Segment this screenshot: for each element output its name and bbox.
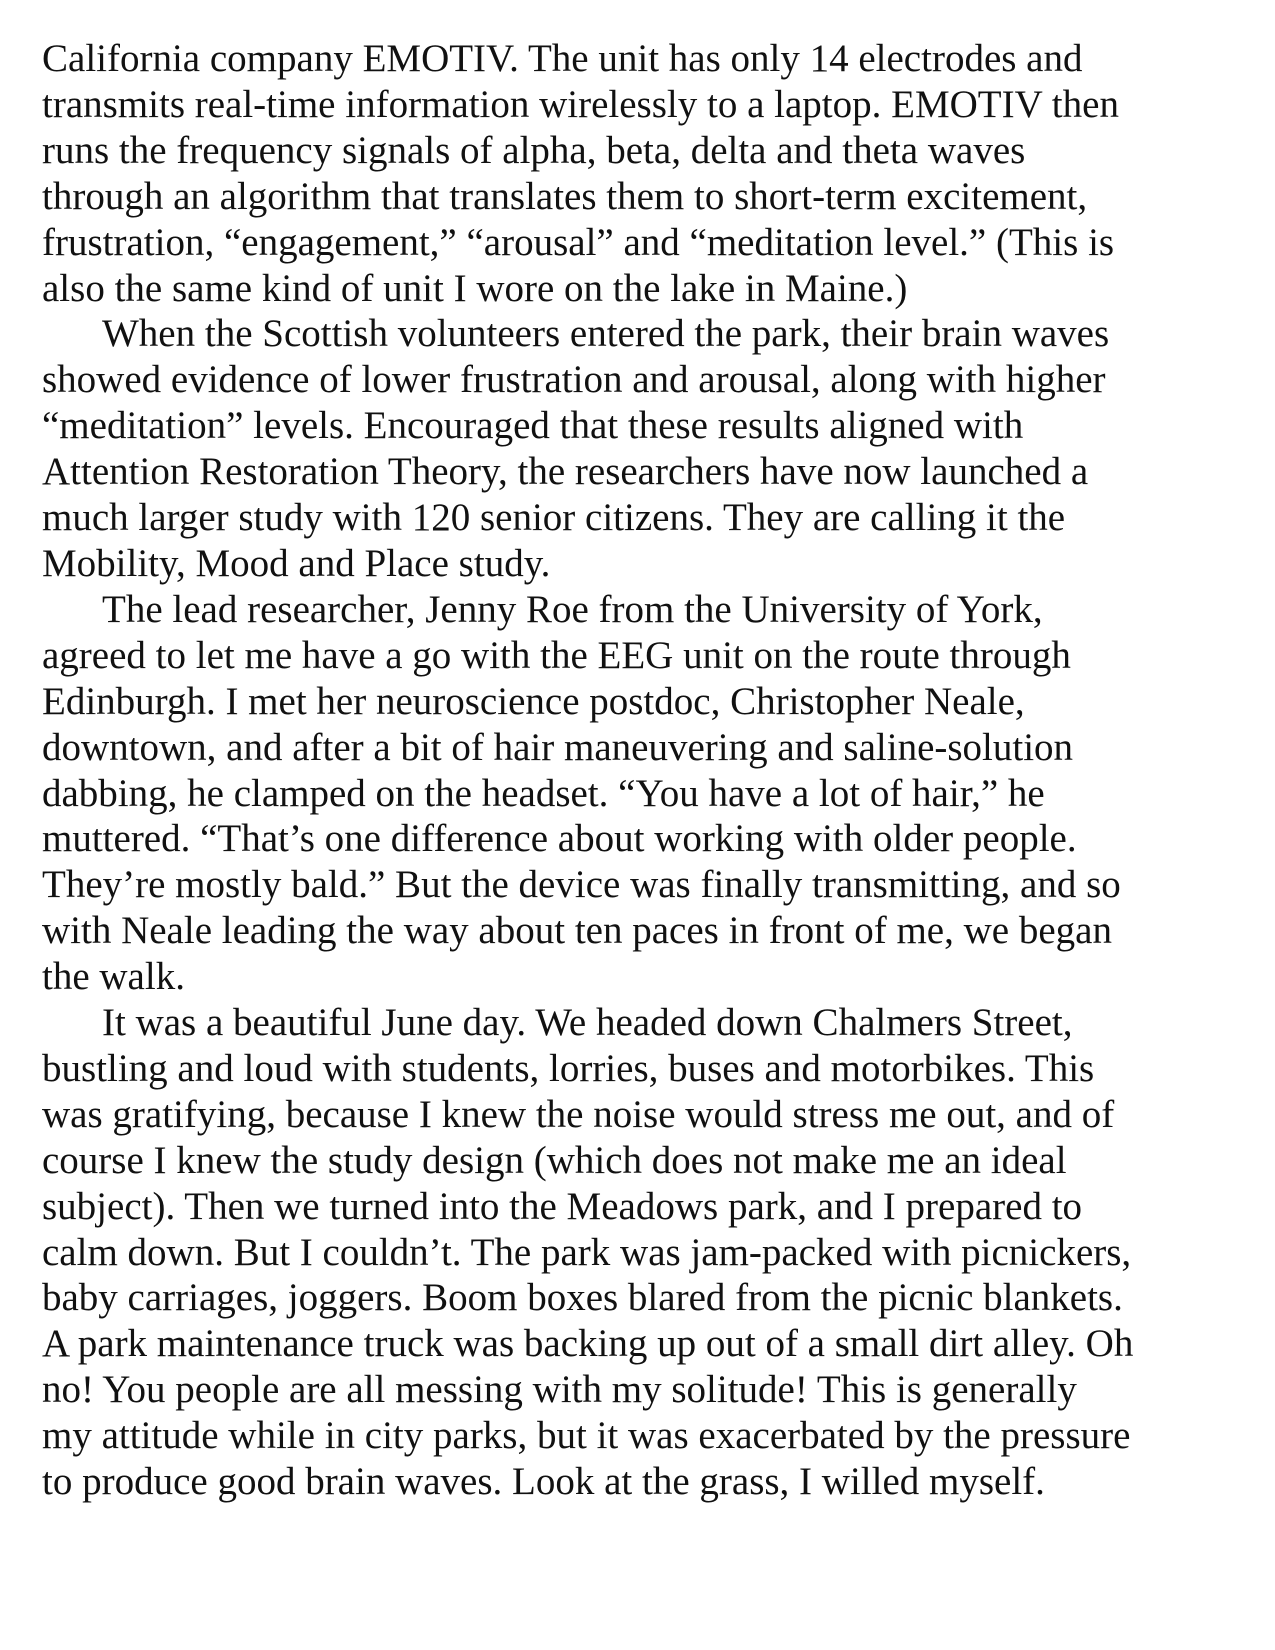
paragraph [42,1000,1182,1505]
text-line: dabbing, he clamped on the headset. “You have a lot of hair,” he [42,771,1045,815]
text-line: frustration, “engagement,” “arousal” and “meditation level.” (This is [42,220,1115,264]
text-line: to produce good brain waves. Look at the grass, I willed myself. [42,1460,1045,1504]
text-line: baby carriages, joggers. Boom boxes blared from the picnic blankets. [42,1276,1123,1320]
text-line: The lead researcher, Jenny Roe from the University of York, [102,587,1043,631]
text-line: calm down. But I couldn’t. The park was jam-packed with picnickers, [42,1230,1132,1274]
text-line: with Neale leading the way about ten paces in front of me, we began [42,909,1112,953]
text-line: course I knew the study design (which does not make me an ideal [42,1138,1067,1182]
text-line: the walk. [42,955,185,999]
text-line: Attention Restoration Theory, the researchers have now launched a [42,450,1089,494]
text-line: was gratifying, because I knew the noise would stress me out, and of [42,1092,1115,1136]
paragraph [42,587,1182,1000]
text-line: also the same kind of unit I wore on the lake in Maine.) [42,266,908,310]
text-line: “meditation” levels. Encouraged that these results aligned with [42,404,1024,448]
text-line: muttered. “That’s one difference about working with older people. [42,817,1077,861]
body-text [42,36,1182,1505]
text-line: through an algorithm that translates them to short-term excitement, [42,174,1088,218]
text-line: subject). Then we turned into the Meadows park, and I prepared to [42,1184,1083,1228]
document-page [42,36,1182,1505]
text-line: showed evidence of lower frustration and arousal, along with higher [42,358,1106,402]
text-line: my attitude while in city parks, but it was exacerbated by the pressure [42,1414,1131,1458]
text-line: When the Scottish volunteers entered the park, their brain waves [102,312,1110,356]
text-line: agreed to let me have a go with the EEG unit on the route through [42,633,1071,677]
text-line: transmits real-time information wirelessly to a laptop. EMOTIV then [42,82,1119,126]
text-line: much larger study with 120 senior citizens. They are calling it the [42,496,1066,540]
paragraph [42,311,1182,586]
paragraph [42,36,1182,311]
text-line: Edinburgh. I met her neuroscience postdoc, Christopher Neale, [42,679,1025,723]
text-line: Mobility, Mood and Place study. [42,541,551,585]
text-line: It was a beautiful June day. We headed down Chalmers Street, [102,1001,1073,1045]
text-line: bustling and loud with students, lorries, buses and motorbikes. This [42,1046,1095,1090]
text-line: California company EMOTIV. The unit has only 14 electrodes and [42,37,1083,80]
text-line: no! You people are all messing with my solitude! This is generally [42,1368,1077,1412]
text-line: They’re mostly bald.” But the device was finally transmitting, and so [42,863,1121,907]
text-line: runs the frequency signals of alpha, beta, delta and theta waves [42,128,1026,172]
text-line: downtown, and after a bit of hair maneuvering and saline-solution [42,725,1074,769]
text-line: A park maintenance truck was backing up out of a small dirt alley. Oh [42,1322,1134,1366]
